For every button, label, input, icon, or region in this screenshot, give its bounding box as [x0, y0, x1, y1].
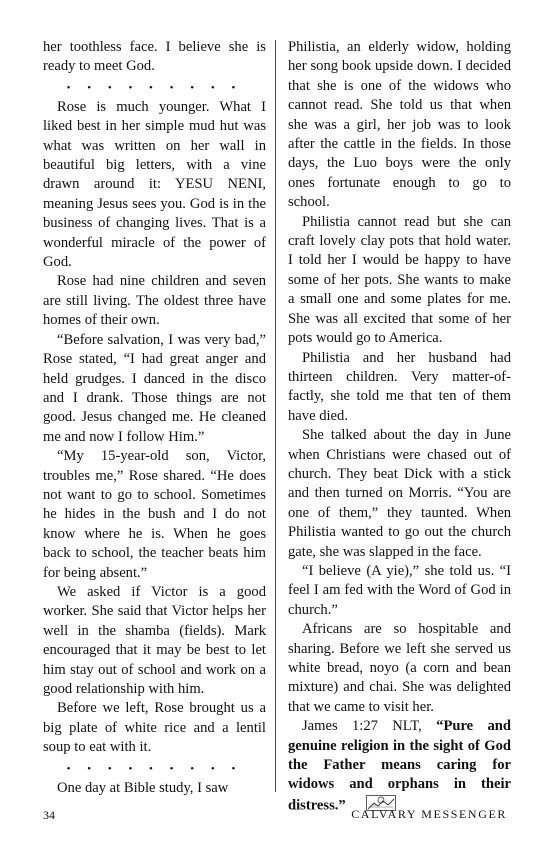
paragraph: Rose is much younger. What I liked best in her simple mud hut was what was written on her wall in beautiful big letters, with a vine drawn around it: YESU NENI, meaning Jesus sees you. God is in the business of changing lives. That is a wonderful miracle of the power of God. — [43, 98, 266, 271]
section-separator: • • • • • • • • • — [66, 81, 243, 94]
paragraph: Africans are so hospitable and sharing. Before we left she served us white bread, noyo (a corn and bean mixture) and chai. She was delighted that we came to visit her. — [288, 621, 511, 715]
paragraph: “I believe (A yie),” she told us. “I feel I am fed with the Word of God in church.” — [288, 562, 511, 618]
paragraph: Philistia cannot read but she can craft lovely clay pots that hold water. I told her I would be happy to have some of her pots. She wants to make a small one and some plates for me. She was all excited that some of her pots would go to America. — [288, 213, 511, 347]
right-column — [288, 38, 511, 817]
left-column — [43, 38, 266, 798]
scripture-reference: James 1:27 NLT, — [302, 718, 437, 735]
scripture-paragraph — [288, 717, 511, 817]
paragraph: Before we left, Rose brought us a big plate of white rice and a lentil soup to eat with it. — [43, 700, 266, 756]
paragraph: “My 15-year-old son, Victor, troubles me,” Rose shared. “He does not want to go to school. Sometimes he hides in the bush and I do not know where he is. When he goes back to school, the teacher beats him for being absent.” — [43, 448, 266, 581]
paragraph: Philistia and her husband had thirteen children. Very matter-of-factly, she told me that ten of them have died. — [288, 349, 511, 424]
paragraph: We asked if Victor is a good worker. She said that Victor helps her well in the shamba (fields). Mark encouraged that it may be best to let him stay out of school and work on a good relationship with him. — [43, 583, 266, 697]
section-separator: • • • • • • • • • — [66, 762, 243, 775]
paragraph: Rose had nine children and seven are still living. The oldest three have homes of their own. — [43, 273, 266, 329]
scripture-quote: “Pure and genuine religion in the sight of God the Father means caring for widows and orphans in their distress.” — [288, 718, 511, 814]
paragraph: Philistia, an elderly widow, holding her song book upside down. I decided that she is one of the widows who cannot read. She told us that when she was a girl, her job was to look after the cattle in the fields. In those days, the Luo boys were the only ones fortunate enough to go to school. — [288, 39, 511, 211]
paragraph: her toothless face. I believe she is ready to meet God. — [43, 39, 266, 75]
column-divider — [275, 40, 276, 792]
page-number: 34 — [43, 808, 55, 822]
publication-title: CALVARY MESSENGER — [351, 807, 507, 821]
paragraph: One day at Bible study, I saw — [57, 779, 229, 796]
paragraph: “Before salvation, I was very bad,” Rose stated, “I had great anger and held grudges. I danced in the disco and I drank. Those things are not good. Jesus changed me. He cleaned me and now I follow Him.” — [43, 331, 266, 445]
paragraph: She talked about the day in June when Christians were chased out of church. They beat Dick with a stick and then turned on Morris. “You are one of them,” they taunted. When Philistia wanted to go out the church gate, she was slapped in the face. — [288, 427, 511, 560]
